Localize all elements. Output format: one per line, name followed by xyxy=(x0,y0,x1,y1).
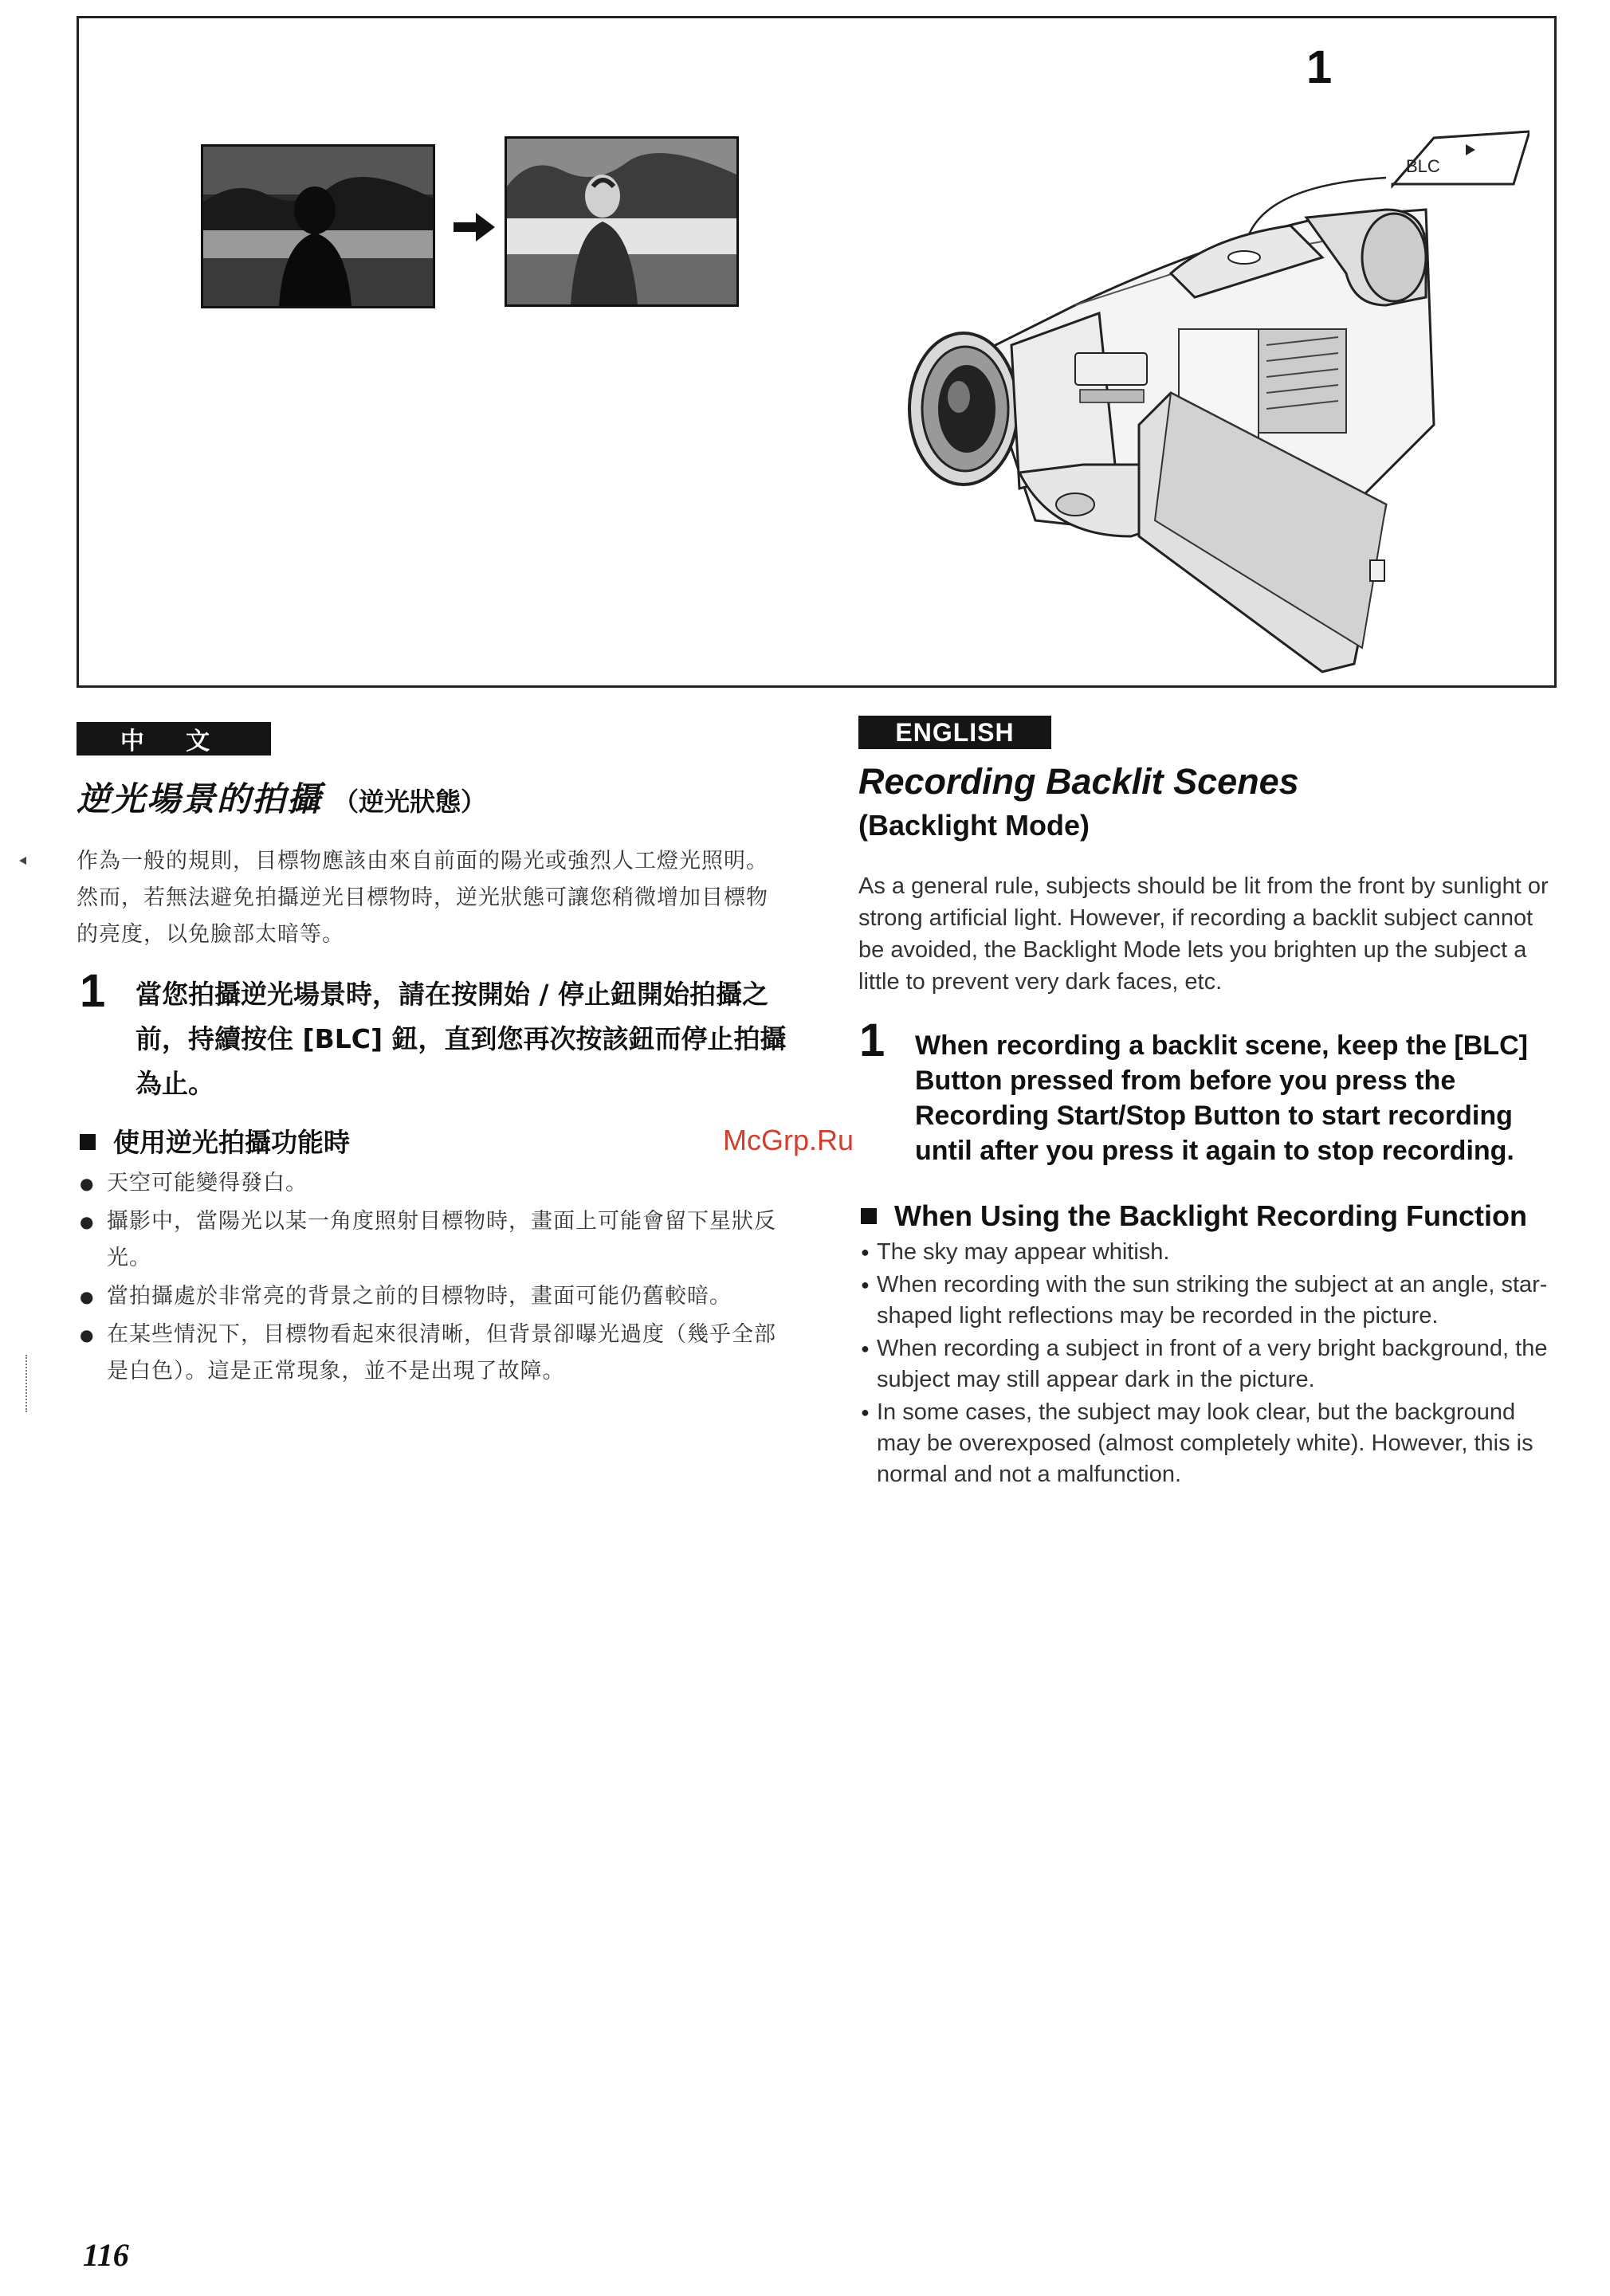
english-subtitle: (Backlight Mode) xyxy=(858,809,1090,842)
list-item: ● 在某些情況下，目標物看起來很清晰，但背景卻曝光過度（幾乎全部是白色）。這是正常現象，並不是出現了故障。 xyxy=(80,1317,789,1390)
chinese-subtitle: （逆光狀態） xyxy=(333,787,487,817)
english-step-instruction: When recording a backlit scene, keep the [BLC] Button pressed from before you press the Recording Start/Stop Button to start recording until after you press it again to stop recording. xyxy=(915,1030,1528,1166)
list-item: ● 攝影中，當陽光以某一角度照射目標物時，畫面上可能會留下星狀反光。 xyxy=(80,1203,789,1277)
list-item: ● When recording with the sun striking the subject at an angle, star-shaped light reflections may be recorded in the picture. xyxy=(861,1270,1562,1332)
camcorder-illustration xyxy=(876,90,1530,680)
english-title: Recording Backlit Scenes xyxy=(858,761,1299,802)
list-item: ● The sky may appear whitish. xyxy=(861,1237,1562,1268)
chinese-intro-paragraph: 作為一般的規則，目標物應該由來自前面的陽光或強烈人工燈光照明。然而，若無法避免拍攝逆光目標物時，逆光狀態可讓您稍微增加目標物的亮度，以免臉部太暗等。 xyxy=(77,849,768,947)
chinese-title: 逆光場景的拍攝 xyxy=(77,779,323,818)
english-intro-paragraph: As a general rule, subjects should be lit from the front by sunlight or strong artificial light. However, if recording a backlit subject cannot be avoided, the Backlight Mode lets you brighten up the subject a little to prevent very dark faces, etc. xyxy=(858,873,1549,995)
english-language-badge: ENGLISH xyxy=(858,716,1051,749)
chinese-section-title xyxy=(77,773,486,821)
list-item: ● In some cases, the subject may look clear, but the background may be overexposed (almost completely white). However, this is normal and not a malfunction. xyxy=(861,1397,1562,1490)
chinese-language-badge: 中 文 xyxy=(77,722,271,756)
list-item: ● When recording a subject in front of a very bright background, the subject may still appear dark in the picture. xyxy=(861,1333,1562,1395)
english-section-title xyxy=(858,761,1299,842)
chinese-notes-list xyxy=(80,1165,789,1391)
backlit-photo-after xyxy=(505,136,739,307)
blc-button-label: BLC xyxy=(1406,156,1440,176)
square-bullet-icon xyxy=(80,1134,96,1150)
arrow-right-icon xyxy=(454,210,495,245)
illustration-frame xyxy=(77,16,1557,688)
english-notes-heading: When Using the Backlight Recording Function xyxy=(861,1199,1527,1233)
page-number: 116 xyxy=(83,2237,129,2273)
english-step-number: 1 xyxy=(859,1015,886,1066)
chinese-notes-heading: 使用逆光拍攝功能時 xyxy=(80,1122,350,1160)
chinese-step-instruction: 當您拍攝逆光場景時，請在按開始 / 停止鈕開始拍攝之前，持續按住 [BLC] 鈕，直到您再次按該鈕而停止拍攝為止。 xyxy=(135,979,787,1099)
chinese-step-number: 1 xyxy=(80,965,106,1017)
list-item: ● 天空可能變得發白。 xyxy=(80,1165,789,1202)
square-bullet-icon xyxy=(861,1208,877,1224)
watermark-text: McGrp.Ru xyxy=(723,1124,854,1156)
english-notes-list xyxy=(861,1237,1562,1492)
margin-tick-mark xyxy=(26,1355,29,1412)
margin-arrow-mark xyxy=(19,857,26,865)
list-item: ● 當拍攝處於非常亮的背景之前的目標物時，畫面可能仍舊較暗。 xyxy=(80,1278,789,1315)
step-reference-number: 1 xyxy=(1306,41,1333,93)
backlit-photo-before xyxy=(201,144,435,308)
